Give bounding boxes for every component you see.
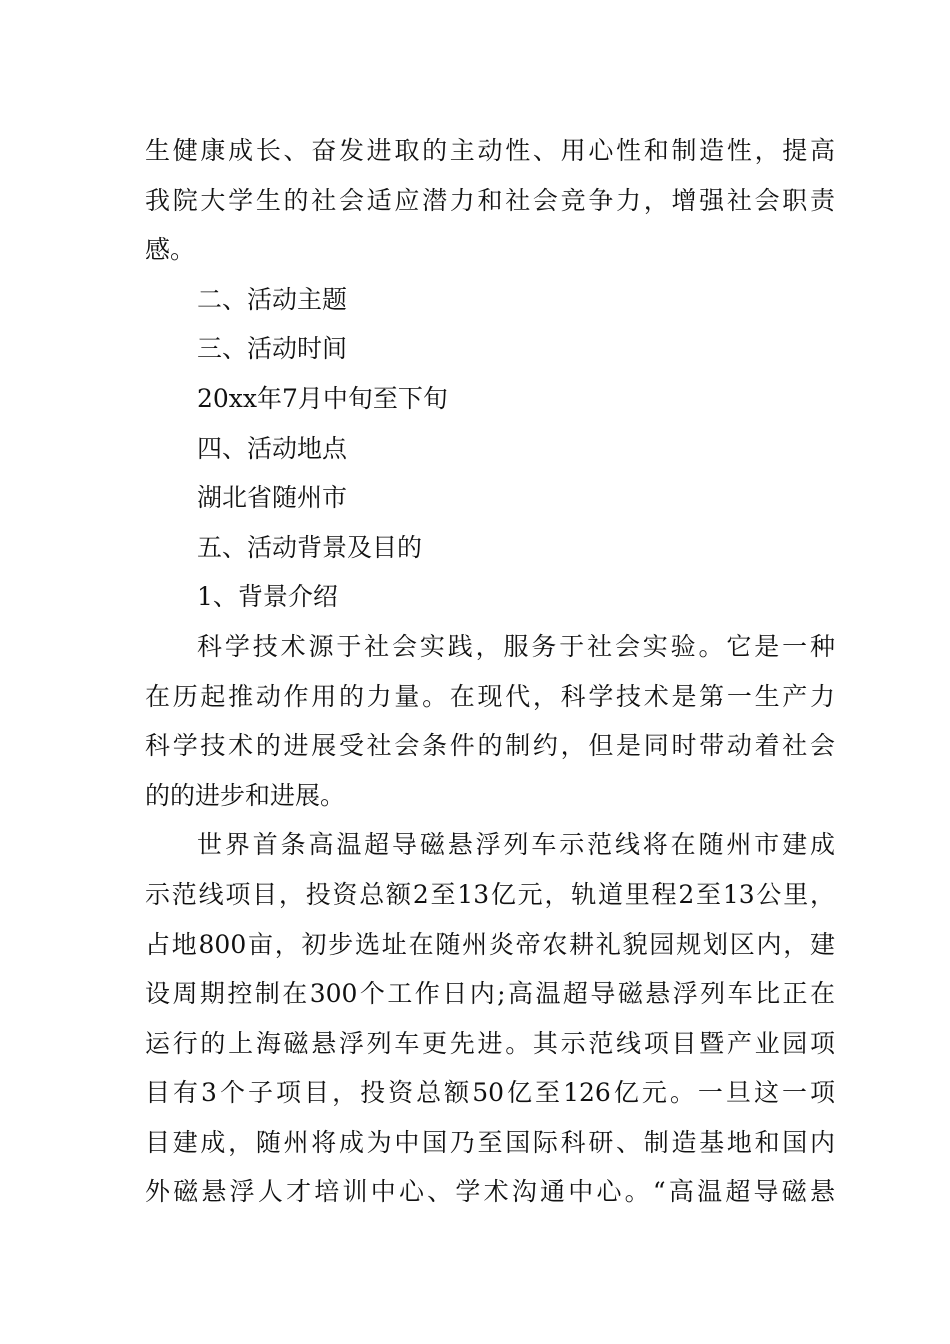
paragraph-line: 占地800亩，初步选址在随州炎帝农耕礼貌园规划区内，建 xyxy=(145,929,835,959)
section-heading-theme: 二、活动主题 xyxy=(197,284,348,314)
subsection-heading-background: 1、背景介绍 xyxy=(197,582,338,612)
paragraph-line: 外磁悬浮人才培训中心、学术沟通中心。“高温超导磁悬 xyxy=(145,1177,835,1207)
section-heading-background: 五、活动背景及目的 xyxy=(197,532,423,562)
paragraph-line: 我院大学生的社会适应潜力和社会竞争力，增强社会职责 xyxy=(145,185,835,215)
section-heading-location: 四、活动地点 xyxy=(197,433,348,463)
activity-location-text: 湖北省随州市 xyxy=(197,483,348,513)
paragraph-line: 运行的上海磁悬浮列车更先进。其示范线项目暨产业园项 xyxy=(145,1028,835,1058)
document-body xyxy=(145,126,835,1217)
paragraph-line: 世界首条高温超导磁悬浮列车示范线将在随州市建成 xyxy=(197,830,835,860)
paragraph-line: 示范线项目，投资总额2至13亿元，轨道里程2至13公里， xyxy=(145,879,835,909)
paragraph-line: 设周期控制在300个工作日内;高温超导磁悬浮列车比正在 xyxy=(145,979,835,1009)
paragraph-line: 在历起推动作用的力量。在现代，科学技术是第一生产力 xyxy=(145,681,835,711)
activity-time-text: 20xx年7月中旬至下旬 xyxy=(197,383,448,413)
section-heading-time: 三、活动时间 xyxy=(197,334,348,364)
paragraph-line: 的的进步和进展。 xyxy=(145,780,346,810)
paragraph-line: 科学技术源于社会实践，服务于社会实验。它是一种 xyxy=(197,631,835,661)
paragraph-line: 目建成，随州将成为中国乃至国际科研、制造基地和国内 xyxy=(145,1127,835,1157)
paragraph-line: 科学技术的进展受社会条件的制约，但是同时带动着社会 xyxy=(145,731,835,761)
paragraph-line: 目有3个子项目，投资总额50亿至126亿元。一旦这一项 xyxy=(145,1078,835,1108)
paragraph-line: 生健康成长、奋发进取的主动性、用心性和制造性，提高 xyxy=(145,136,835,165)
paragraph-line: 感。 xyxy=(145,235,196,265)
